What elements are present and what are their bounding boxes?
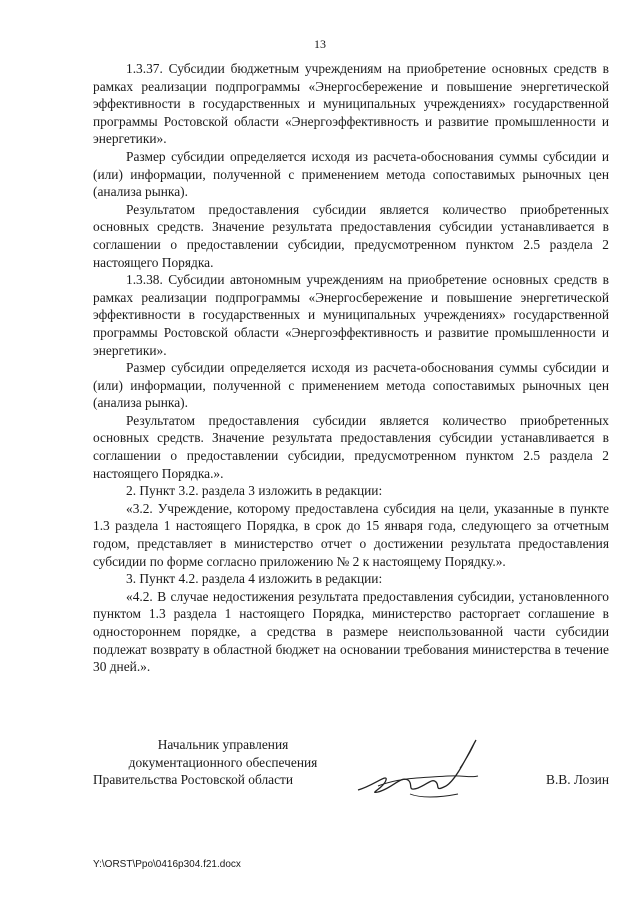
document-body xyxy=(93,60,609,676)
page-number: 13 xyxy=(314,37,326,51)
paragraph-subsidy-size-1: Размер субсидии определяется исходя из расчета-обоснования суммы субсидии и (или) информации, полученной с применением метода сопоставимых рыночных цен (анализа рынка). xyxy=(93,148,609,200)
paragraph-subsidy-size-2: Размер субсидии определяется исходя из расчета-обоснования суммы субсидии и (или) информации, полученной с применением метода сопоставимых рыночных цен (анализа рынка). xyxy=(93,360,609,411)
paragraph-clause-4-2: «4.2. В случае недостижения результата предоставления субсидии, установленного пунктом 1.3 раздела 1 настоящего Порядка, министерство расторгает соглашение в одностороннем порядке, а средства в размере неиспользованной части субсидии подлежат возврату в областной бюджет на основании требования министерства в течение 30 дней.». xyxy=(93,588,609,675)
paragraph-1-3-38: 1.3.38. Субсидии автономным учреждениям на приобретение основных средств в рамках реализации подпрограммы «Энергосбережение и повышение энергетической эффективности в государственных и муниципальных учреждениях» государственной программы Ростовской области «Энергоэффективность и развитие промышленности и энергетики». xyxy=(93,272,609,358)
signatory-title-line-2: документационного обеспечения xyxy=(128,754,318,770)
signatory-title-line-3: Правительства Ростовской области xyxy=(93,772,294,788)
footer-file-path: Y:\ORST\Ppo\0416p304.f21.docx xyxy=(93,859,241,870)
signatory-title xyxy=(93,736,353,789)
signature-block xyxy=(93,736,609,796)
paragraph-subsidy-result-1: Результатом предоставления субсидии является количество приобретенных основных средств. Значение результата предоставления субсидии устанавливается в соглашении о предоставлении субсидии, предусмотренном пунктом 2.5 раздела 2 настоящего Порядка. xyxy=(93,201,609,270)
handwritten-signature xyxy=(348,728,498,808)
signatory-title-line-1: Начальник управления xyxy=(157,737,289,752)
paragraph-subsidy-result-2: Результатом предоставления субсидии является количество приобретенных основных средств. Значение результата предоставления субсидии устанавливается в соглашении о предоставлении субсидии, предусмотренном пунктом 2.5 раздела 2 настоящего Порядка.». xyxy=(93,412,609,481)
paragraph-item-3: 3. Пункт 4.2. раздела 4 изложить в редакции: xyxy=(126,571,383,587)
paragraph-item-2: 2. Пункт 3.2. раздела 3 изложить в редакции: xyxy=(126,483,383,499)
paragraph-clause-3-2: «3.2. Учреждение, которому предоставлена субсидия на цели, указанные в пункте 1.3 раздела 1 настоящего Порядка, в срок до 15 января года, следующего за отчетным годом, представляет в министерство отчет о достижении результата предоставления субсидии по форме согласно приложению № 2 к настоящему Порядку.». xyxy=(93,500,609,569)
paragraph-1-3-37: 1.3.37. Субсидии бюджетным учреждениям на приобретение основных средств в рамках реализации подпрограммы «Энергосбережение и повышение энергетической эффективности в государственных и муниципальных учреждениях» государственной программы Ростовской области «Энергоэффективность и развитие промышленности и энергетики». xyxy=(93,61,609,147)
signatory-name: В.В. Лозин xyxy=(546,772,609,787)
